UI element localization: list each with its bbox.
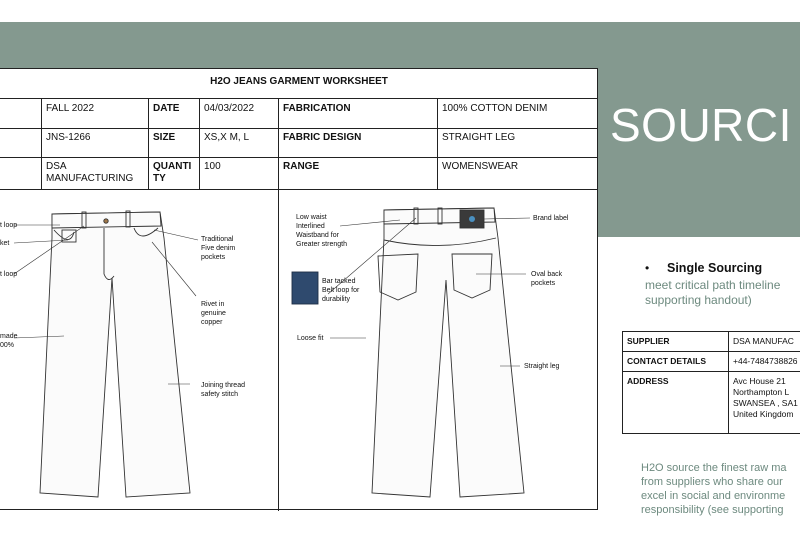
- date-value: 04/03/2022: [204, 103, 255, 114]
- date-label: DATE: [153, 103, 180, 114]
- front-label-loop: t loop: [0, 271, 18, 278]
- back-label-oval-pockets: Oval back pockets: [531, 271, 563, 287]
- front-label-joining-thread: Joining thread safety stitch: [201, 382, 245, 398]
- range-value: WOMENSWEAR: [442, 161, 519, 172]
- range-label: RANGE: [283, 161, 320, 172]
- address-value: Avc House 21 Northampton L SWANSEA , SA1 United Kingdom: [729, 372, 800, 434]
- style-number-value: JNS-1266: [46, 132, 91, 143]
- front-label-five-pockets: Traditional Five denim pockets: [201, 236, 236, 261]
- front-button: [104, 219, 108, 223]
- quantity-value: 100: [204, 161, 221, 172]
- bullet-dot: •: [645, 261, 650, 275]
- table-row: [623, 332, 800, 352]
- sourcing-paragraph: H2O source the finest raw ma from suppliers who share our excel in social and environme responsibility (see supporting: [641, 462, 787, 516]
- worksheet-title: H2O JEANS GARMENT WORKSHEET: [0, 69, 598, 99]
- front-label-belt-loop: t loop: [0, 222, 18, 229]
- fabric-design-value: STRAIGHT LEG: [442, 132, 516, 143]
- brand-label-logo: [469, 216, 475, 222]
- season-value: FALL 2022: [46, 103, 95, 114]
- back-label-loose-fit: Loose fit: [297, 335, 324, 342]
- supplier-value: DSA MANUFAC: [729, 332, 800, 352]
- address-label: ADDRESS: [623, 372, 729, 434]
- front-label-made: made 00%: [0, 333, 18, 349]
- quantity-label: QUANTITY: [153, 161, 192, 184]
- size-value: XS,X M, L: [204, 132, 250, 143]
- size-label: SIZE: [153, 132, 176, 143]
- back-label-bar-tacked: Bar tacked Belt loop for durability: [322, 278, 360, 303]
- bullet-title: Single Sourcing: [667, 261, 763, 275]
- back-label-straight-leg: Straight leg: [524, 363, 560, 370]
- garment-drawings: [0, 188, 598, 510]
- back-jeans-outline: [372, 208, 524, 497]
- bullet-subtext: meet critical path timeline supporting handout): [645, 278, 781, 307]
- fabrication-label: FABRICATION: [283, 103, 351, 114]
- supplier-label: SUPPLIER: [623, 332, 729, 352]
- denim-swatch: [292, 272, 318, 304]
- back-label-waistband: Low waist Interlined Waistband for Greater strength: [296, 214, 347, 248]
- contact-value: +44-7484738826: [729, 352, 800, 372]
- fabrication-value: 100% COTTON DENIM: [442, 103, 548, 114]
- table-row: [623, 372, 800, 434]
- supplier-table: [622, 331, 800, 434]
- contact-label: CONTACT DETAILS: [623, 352, 729, 372]
- front-label-pocket: ket: [0, 240, 10, 247]
- fabric-design-label: FABRIC DESIGN: [283, 132, 362, 143]
- front-jeans-outline: [40, 212, 190, 497]
- table-row: [623, 352, 800, 372]
- front-label-rivet: Rivet in genuine copper: [201, 301, 226, 326]
- slide-title: SOURCI: [610, 99, 792, 151]
- manufacturer-value: DSA MANUFACTURING: [46, 161, 134, 184]
- back-label-brand: Brand label: [533, 215, 569, 222]
